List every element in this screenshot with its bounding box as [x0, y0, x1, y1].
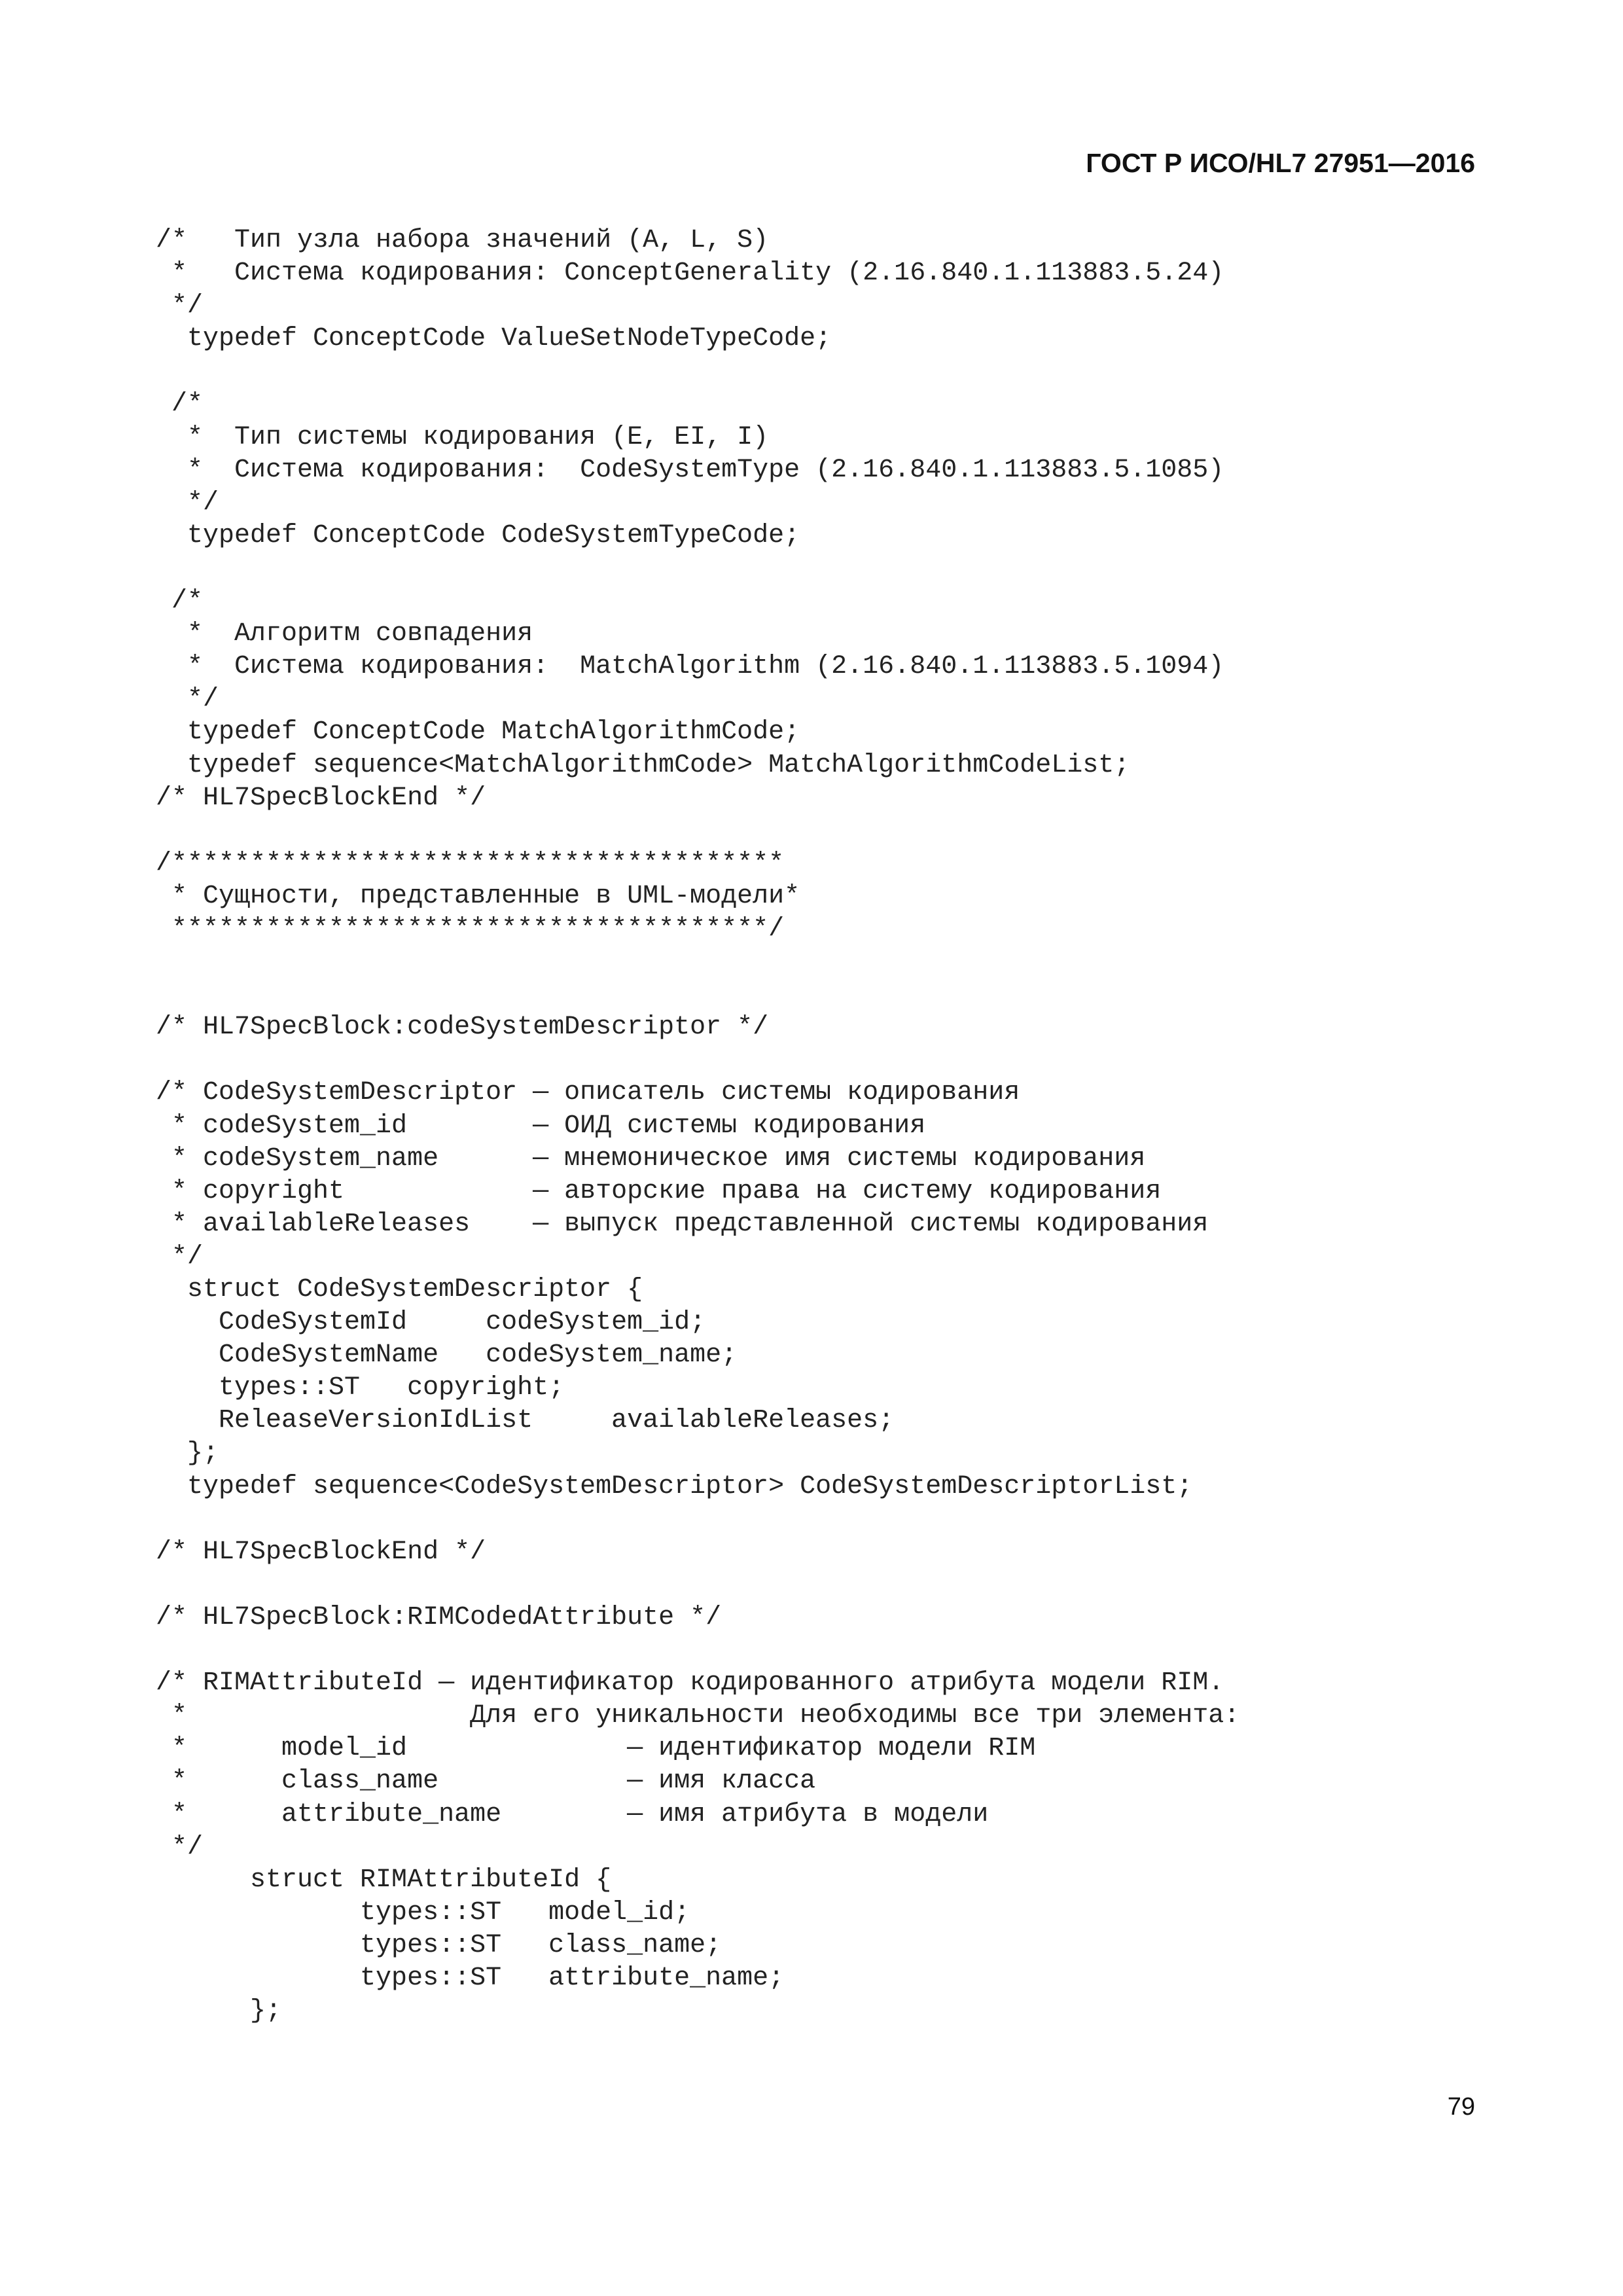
code-line: * codeSystem_id — ОИД системы кодирования [156, 1111, 926, 1141]
code-line: types::ST class_name; [156, 1930, 722, 1960]
code-line [156, 552, 1240, 585]
standard-title: ГОСТ Р ИСО/HL7 27951—2016 [1086, 148, 1475, 178]
code-line [156, 978, 1240, 1011]
code-line: types::ST attribute_name; [156, 1963, 785, 1993]
code-line [156, 355, 1240, 388]
code-line: /* Тип узла набора значений (A, L, S) [156, 226, 769, 255]
code-line: * attribute_name — имя атрибута в модели [156, 1799, 989, 1829]
code-line: }; [156, 1439, 219, 1469]
code-line: typedef sequence<CodeSystemDescriptor> CodeSystemDescriptorList; [156, 1471, 1193, 1501]
code-line: * availableReleases — выпуск представленной системы кодирования [156, 1209, 1209, 1239]
code-line: */ [156, 1832, 204, 1862]
code-line: /* CodeSystemDescriptor — описатель системы кодирования [156, 1078, 1020, 1108]
code-line: * codeSystem_name — мнемоническое имя системы кодирования [156, 1143, 1146, 1174]
code-line: /* HL7SpecBlockEnd */ [156, 1537, 486, 1567]
code-line: /* HL7SpecBlock:codeSystemDescriptor */ [156, 1013, 769, 1043]
page-number: 79 [1447, 2093, 1475, 2121]
code-line: typedef ConceptCode MatchAlgorithmCode; [156, 717, 800, 747]
code-line [156, 1503, 1240, 1536]
code-line [156, 1634, 1240, 1667]
code-line: typedef ConceptCode ValueSetNodeTypeCode; [156, 324, 832, 354]
code-line: * Тип системы кодирования (E, EI, I) [156, 422, 769, 452]
code-line: /*************************************** [156, 848, 785, 878]
code-line [156, 946, 1240, 978]
code-line: CodeSystemId codeSystem_id; [156, 1308, 706, 1338]
code-line: struct CodeSystemDescriptor { [156, 1275, 643, 1304]
code-line: * Система кодирования: MatchAlgorithm (2.16.840.1.113883.5.1094) [156, 652, 1224, 682]
code-listing [156, 224, 1240, 2028]
code-line [156, 1044, 1240, 1077]
code-line: * Сущности, представленные в UML-модели* [156, 881, 800, 911]
code-line [156, 815, 1240, 848]
code-line: * model_id — идентификатор модели RIM [156, 1734, 1036, 1764]
code-line: types::ST copyright; [156, 1373, 565, 1403]
code-line: /* RIMAttributeId — идентификатор кодированного атрибута модели RIM. [156, 1668, 1224, 1698]
code-line: ReleaseVersionIdList availableReleases; [156, 1406, 895, 1436]
code-line: /* HL7SpecBlockEnd */ [156, 783, 486, 813]
code-line: */ [156, 488, 219, 518]
code-line: * Алгоритм совпадения [156, 619, 533, 649]
code-line: */ [156, 1242, 204, 1272]
code-line: */ [156, 685, 219, 715]
code-line: /* [156, 586, 204, 617]
code-line [156, 1569, 1240, 1602]
code-line: */ [156, 291, 204, 321]
code-line: * copyright — авторские права на систему кодирования [156, 1176, 1162, 1206]
code-line: /* [156, 389, 204, 420]
code-line: * Система кодирования: ConceptGenerality (2.16.840.1.113883.5.24) [156, 259, 1224, 289]
code-line: * class_name — имя класса [156, 1767, 816, 1797]
code-line: * Система кодирования: CodeSystemType (2.16.840.1.113883.5.1085) [156, 455, 1224, 485]
code-line: **************************************/ [156, 914, 785, 944]
code-line: /* HL7SpecBlock:RIMCodedAttribute */ [156, 1602, 722, 1632]
code-line: types::ST model_id; [156, 1897, 690, 1928]
code-line: }; [156, 1996, 282, 2026]
code-line: struct RIMAttributeId { [156, 1865, 612, 1895]
code-line: typedef ConceptCode CodeSystemTypeCode; [156, 520, 800, 550]
code-line: * Для его уникальности необходимы все три элемента: [156, 1701, 1240, 1731]
code-line: typedef sequence<MatchAlgorithmCode> MatchAlgorithmCodeList; [156, 750, 1130, 780]
code-line: CodeSystemName codeSystem_name; [156, 1340, 738, 1371]
